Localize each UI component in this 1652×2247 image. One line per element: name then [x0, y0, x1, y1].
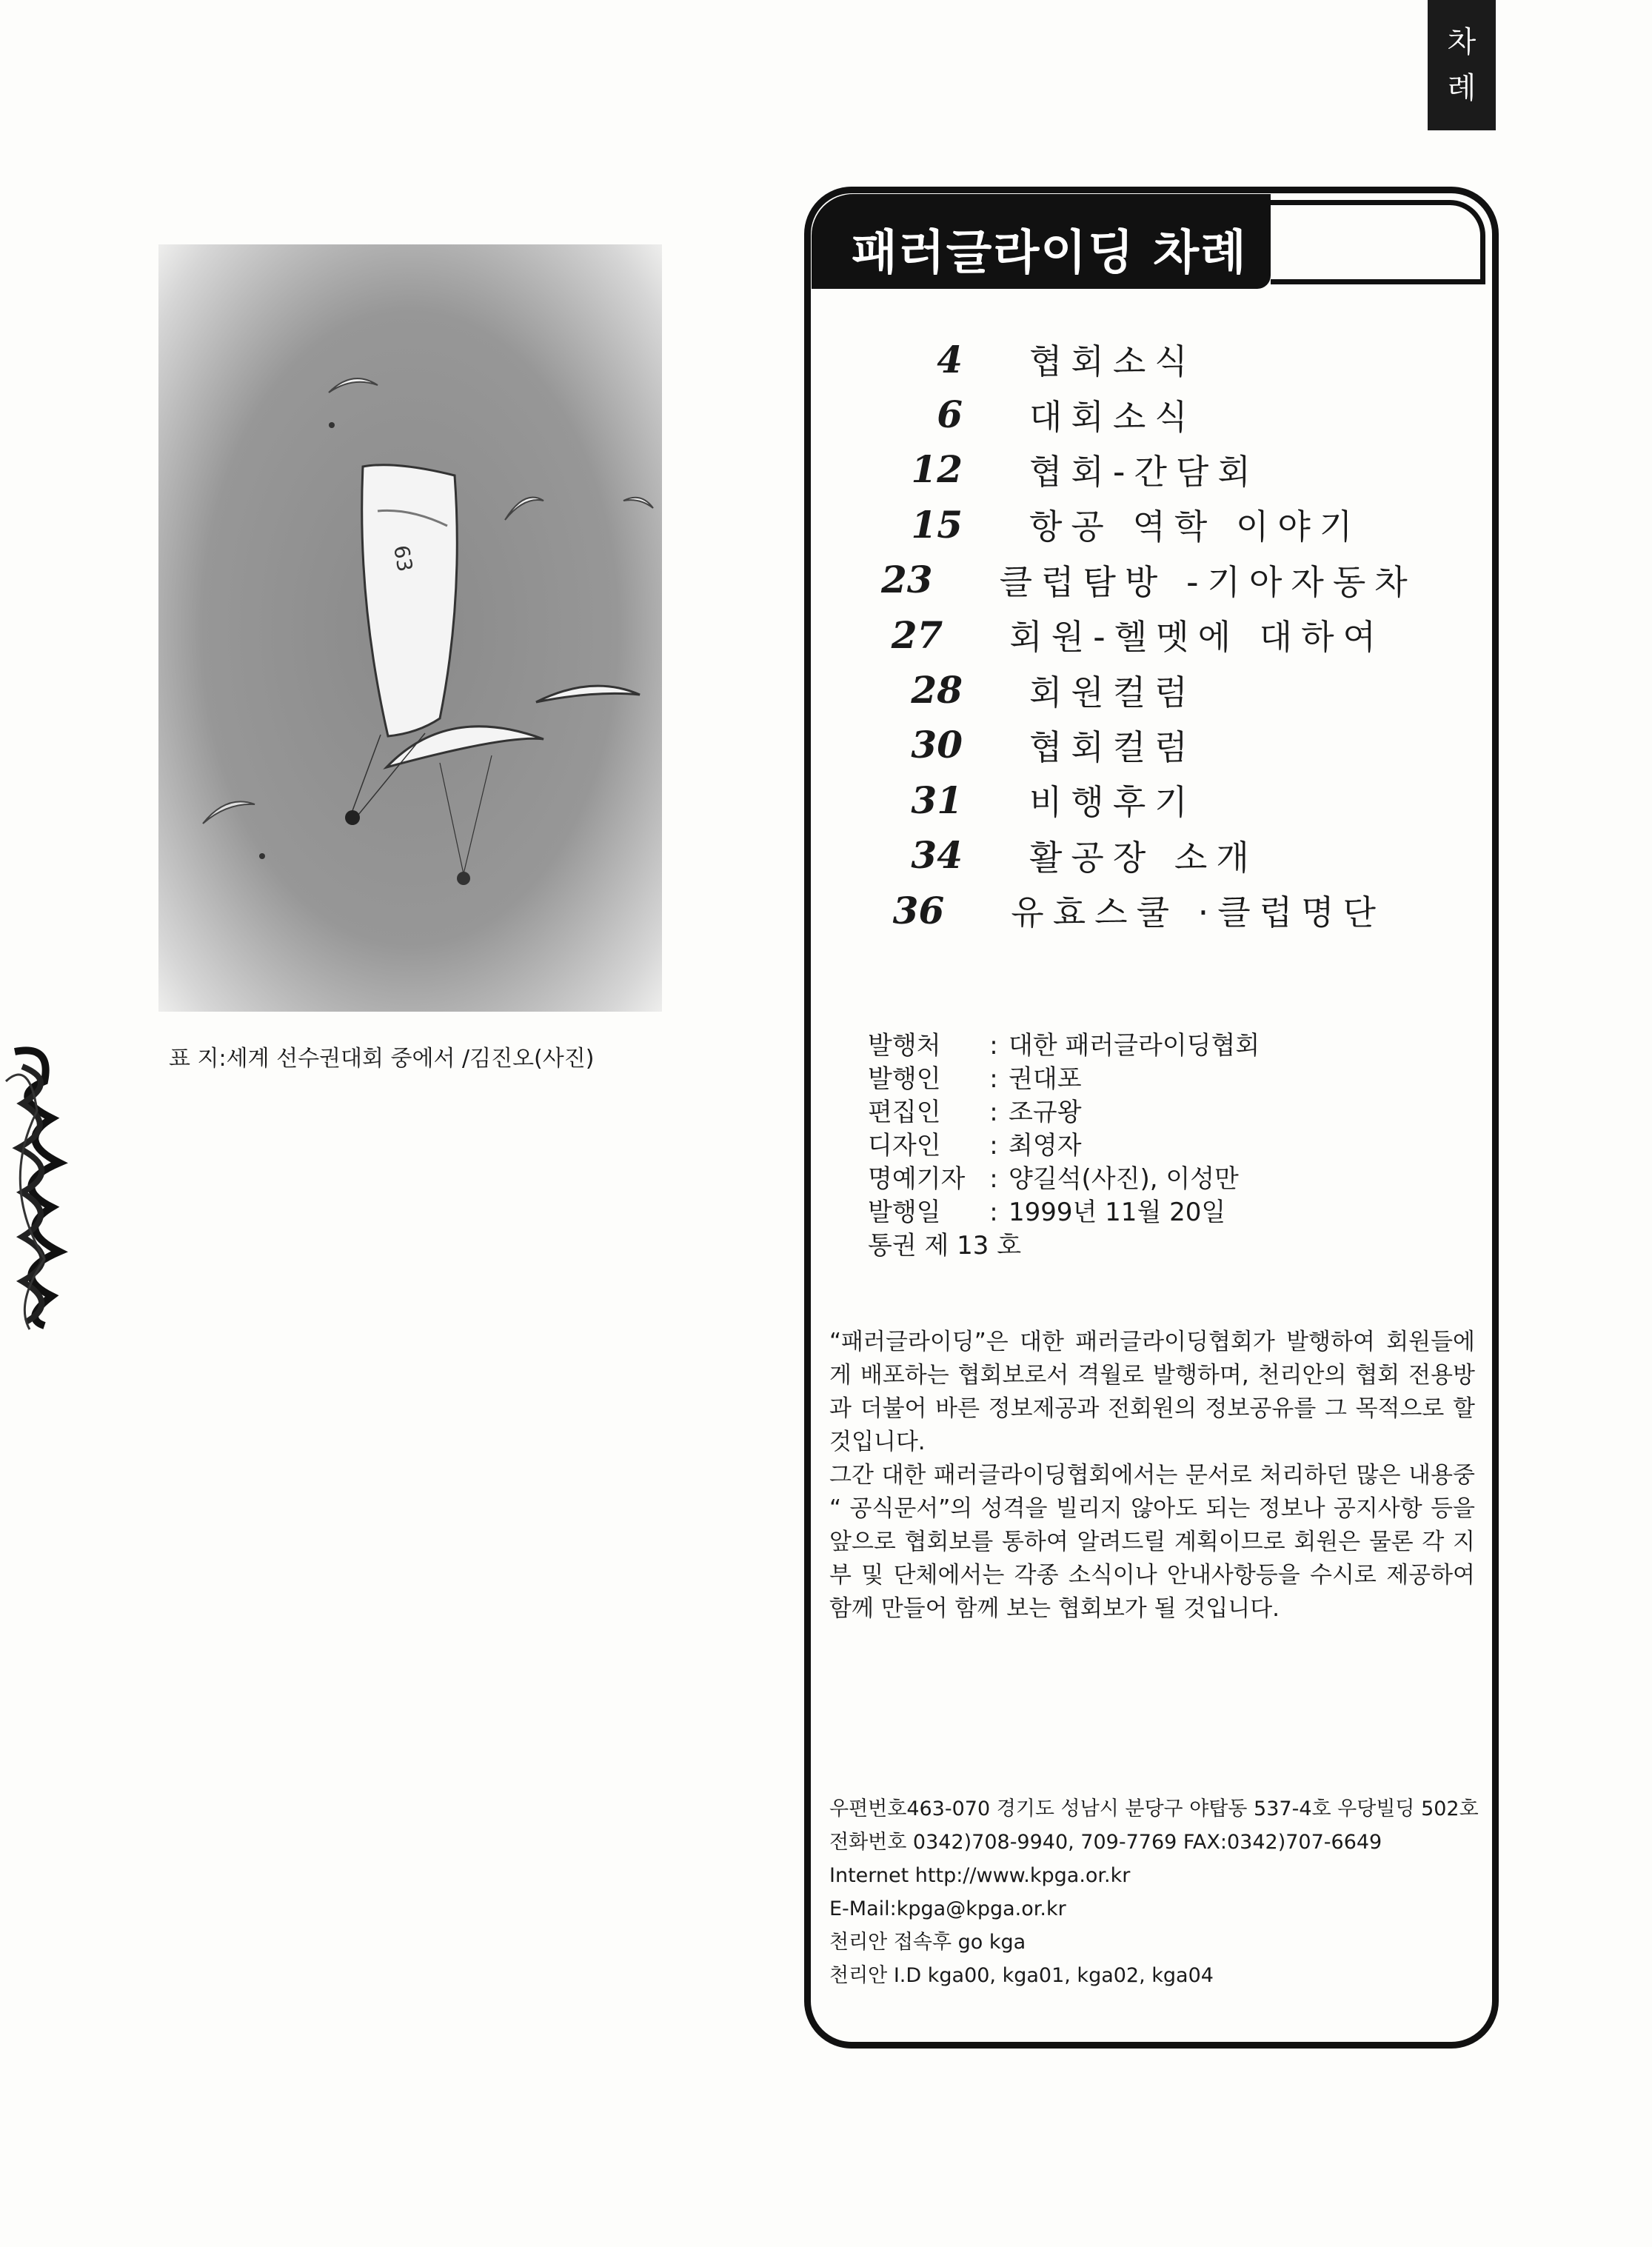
contact-address: 우편번호463-070 경기도 성남시 분당구 야탑동 537-4호 우당빌딩 502호 — [829, 1797, 1479, 1820]
toc-page: 31 — [911, 778, 963, 822]
toc-page: 36 — [892, 888, 945, 932]
info-label: 통권 제 13 호 — [868, 1231, 1022, 1261]
contact-chollian-id: 천리안 I.D kga00, kga01, kga02, kga04 — [829, 1964, 1214, 1987]
info-row — [868, 1163, 1260, 1196]
info-row — [868, 1196, 1260, 1229]
info-value: 양길석(사진), 이성만 — [1009, 1164, 1239, 1194]
info-label: 발행일 — [868, 1198, 941, 1227]
toc-page: 6 — [937, 393, 963, 437]
toc-title: 협회소식 — [1029, 341, 1197, 382]
title-slot — [1271, 200, 1485, 284]
description-paragraph: 그간 대한 패러글라이딩협회에서는 문서로 처리하던 많은 내용중 “ 공식문서”의 성격을 빌리지 않아도 되는 정보나 공지사항 등을 앞으로 협회보를 통하여 알려드릴 계획이므로 회원은 물론 각 지부 및 단체에서는 각종 소식이나 안내사항등을 수시로 제공하여 함께 만들어 함께 보는 협회보가 될 것입니다. — [829, 1462, 1475, 1622]
toc-item — [881, 607, 1385, 662]
photo-caption: 표 지:세계 선수권대회 중에서 /김진오(사진) — [169, 1046, 595, 1072]
section-tab-char: 차 — [1447, 25, 1477, 59]
publication-info — [868, 1029, 1260, 1263]
toc-page: 23 — [881, 558, 933, 602]
info-row — [868, 1029, 1260, 1063]
toc-title: 활공장 소개 — [1029, 837, 1258, 878]
contact-info — [829, 1792, 1479, 1992]
info-separator: : — [989, 1131, 998, 1161]
toc-item — [881, 442, 1385, 497]
toc-page: 15 — [911, 502, 963, 547]
info-label: 편집인 — [868, 1098, 941, 1127]
cover-photo — [158, 244, 662, 1012]
toc-title: 협회컬럼 — [1029, 727, 1197, 767]
info-separator: : — [989, 1098, 998, 1127]
info-separator: : — [989, 1164, 998, 1194]
toc-title: 유효스쿨 ·클럽명단 — [1011, 892, 1385, 933]
toc-page: 27 — [891, 612, 943, 657]
issue-number — [868, 1229, 1260, 1263]
info-row — [868, 1129, 1260, 1163]
toc-item — [881, 828, 1385, 883]
contact-internet: Internet http://www.kpga.or.kr — [829, 1864, 1131, 1887]
info-value: 조규왕 — [1009, 1098, 1082, 1127]
info-value: 1999년 11월 20일 — [1009, 1198, 1226, 1227]
toc-title: 비행후기 — [1029, 782, 1197, 823]
info-separator: : — [989, 1031, 998, 1061]
toc-item — [881, 883, 1385, 938]
section-tab-char: 례 — [1447, 71, 1477, 105]
description-paragraph: “패러글라이딩”은 대한 패러글라이딩협회가 발행하여 회원들에게 배포하는 협회보로서 격월로 발행하며, 천리안의 협회 전용방과 더불어 바른 정보제공과 전회원의 정보공유를 그 목적으로 할 것입니다. — [829, 1329, 1475, 1455]
info-row — [868, 1063, 1260, 1096]
section-tab — [1428, 0, 1496, 130]
contact-chollian: 천리안 접속후 go kga — [829, 1931, 1026, 1954]
toc-title: 대회소식 — [1029, 396, 1197, 437]
toc-item — [881, 772, 1385, 827]
toc-page: 34 — [911, 833, 963, 878]
toc-page: 28 — [911, 668, 963, 712]
table-of-contents — [881, 332, 1417, 938]
toc-item — [881, 552, 1417, 607]
info-value: 권대포 — [1009, 1064, 1082, 1094]
toc-item — [881, 718, 1385, 772]
toc-page: 12 — [911, 447, 963, 492]
toc-title: 회원컬럼 — [1029, 672, 1197, 712]
toc-title: 회원-헬멧에 대하여 — [1009, 617, 1385, 658]
toc-title: 항공 역학 이야기 — [1029, 507, 1362, 547]
info-label: 발행인 — [868, 1064, 941, 1094]
info-row — [868, 1096, 1260, 1129]
toc-title: 클럽탐방 -기아자동차 — [999, 561, 1417, 602]
toc-page: 30 — [911, 723, 963, 767]
toc-item — [881, 497, 1385, 552]
info-label: 디자인 — [868, 1131, 941, 1161]
contents-title: 패러글라이딩 차례 — [852, 226, 1248, 281]
info-label: 명예기자 — [868, 1164, 966, 1194]
description — [829, 1326, 1475, 1626]
info-value: 최영자 — [1009, 1131, 1082, 1161]
info-label: 발행처 — [868, 1031, 941, 1061]
info-separator: : — [989, 1064, 998, 1094]
toc-item — [881, 387, 1385, 441]
info-value: 대한 패러글라이딩협회 — [1009, 1031, 1260, 1061]
contact-email: E-Mail:kpga@kpga.or.kr — [829, 1897, 1066, 1920]
toc-item — [881, 662, 1385, 717]
toc-page: 4 — [937, 337, 963, 381]
binding-stitch — [0, 1037, 81, 1333]
info-separator: : — [989, 1198, 998, 1227]
toc-title: 협회-간담회 — [1029, 451, 1260, 492]
toc-item — [881, 332, 1385, 387]
contact-phone: 전화번호 0342)708-9940, 709-7769 FAX:0342)707-6649 — [829, 1831, 1382, 1854]
svg-text:63: 63 — [389, 543, 418, 574]
